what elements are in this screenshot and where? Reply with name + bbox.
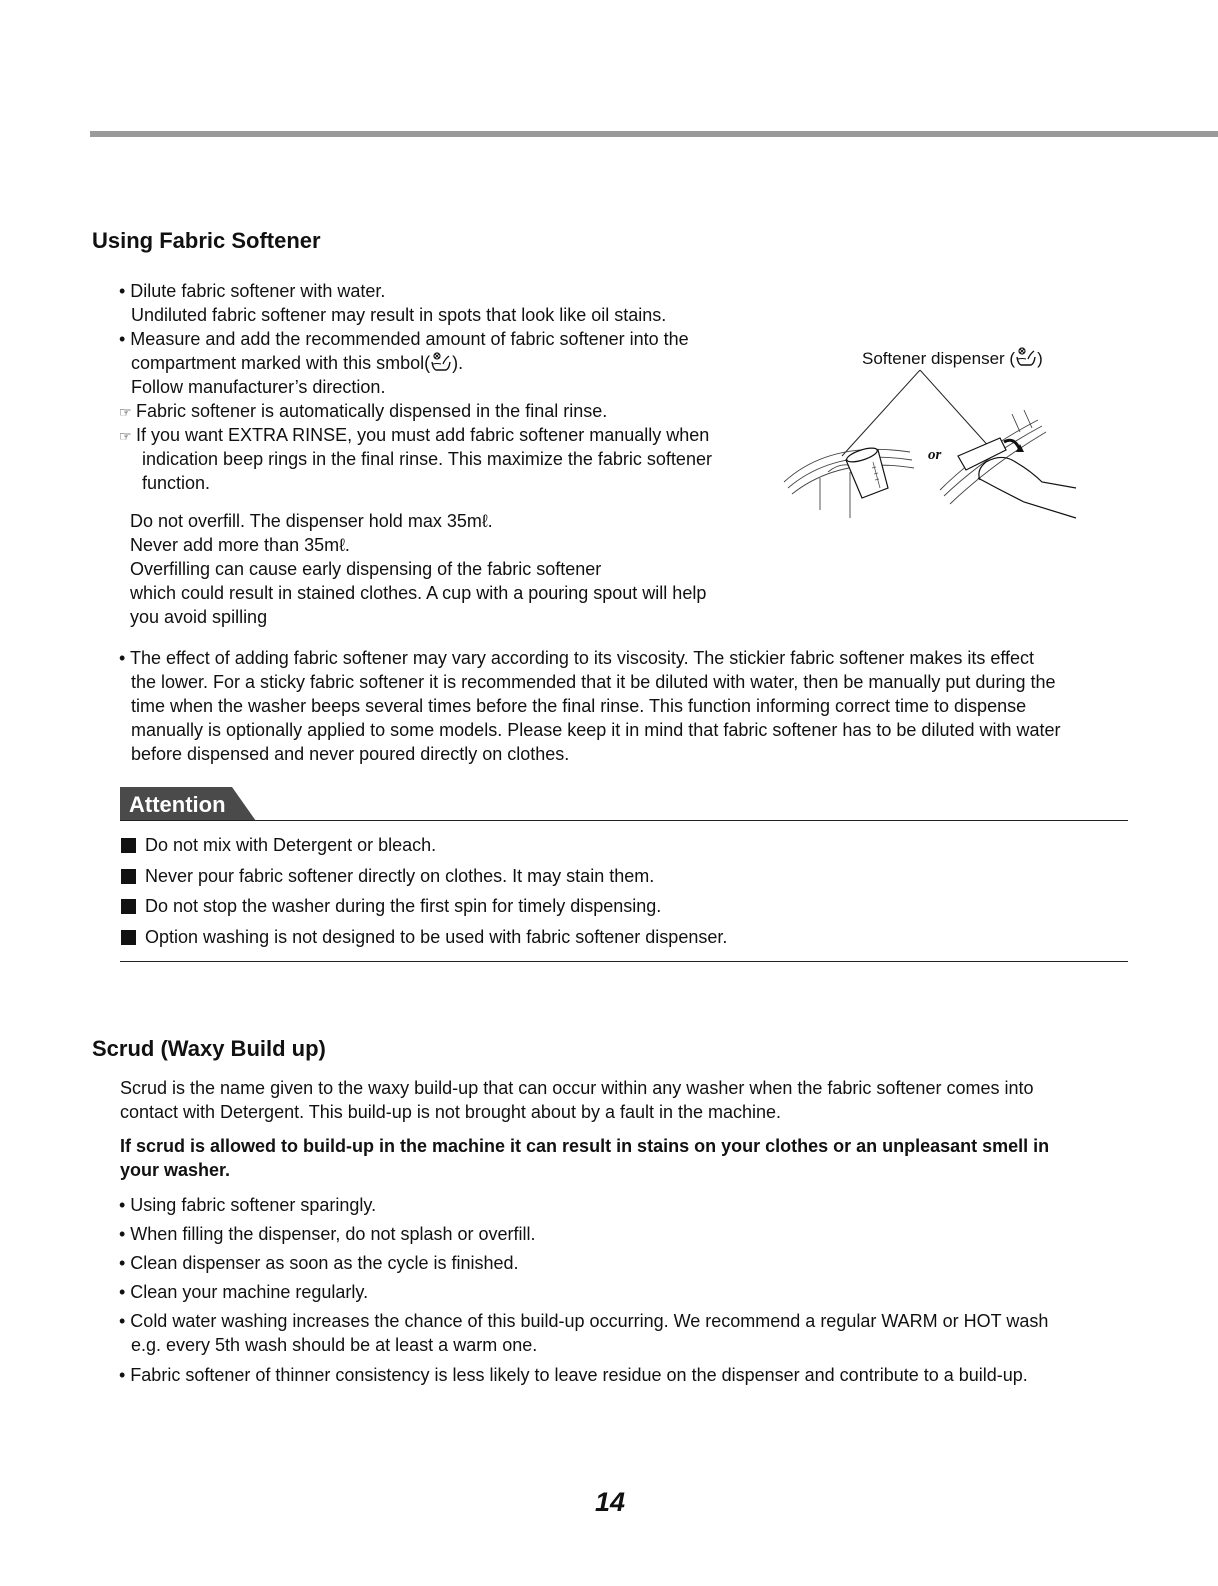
pointing-hand-icon: ☞ (119, 428, 132, 444)
scrud-bullet: • Clean your machine regularly. (119, 1282, 369, 1302)
overfill-line: Never add more than 35mℓ. (130, 535, 350, 555)
or-text: or (928, 447, 942, 463)
bullet-measure: • Measure and add the recommended amount of fabric softener into the (119, 329, 689, 349)
attention-item (121, 925, 727, 956)
square-bullet-icon (121, 869, 136, 884)
square-bullet-icon (121, 838, 136, 853)
pointing-hand-icon: ☞ (119, 404, 132, 420)
scrud-bullet: • When filling the dispenser, do not splash or overfill. (119, 1224, 536, 1244)
note-auto-dispense-text: Fabric softener is automatically dispensed in the final rinse. (136, 401, 608, 421)
bullet-measure-direction: Follow manufacturer’s direction. (131, 377, 386, 397)
overfill-line: which could result in stained clothes. A cup with a pouring spout will help (130, 583, 707, 603)
overfill-line: Do not overfill. The dispenser hold max 35mℓ. (130, 511, 493, 531)
section-title-scrud: Scrud (Waxy Build up) (92, 1036, 326, 1061)
square-bullet-icon (121, 930, 136, 945)
scrud-warning-line: If scrud is allowed to build-up in the machine it can result in stains on your clothes or an unpleasant smell in (120, 1136, 1050, 1156)
pour-arrow-icon (1004, 440, 1020, 450)
leader-line-left (842, 370, 920, 456)
measuring-cup-icon (845, 445, 888, 498)
viscosity-line: the lower. For a sticky fabric softener it is recommended that it be diluted with water, then be manually put during the (131, 672, 1056, 692)
attention-item-text: Do not mix with Detergent or bleach. (145, 835, 437, 855)
scrud-bullet: • Fabric softener of thinner consistency is less likely to leave residue on the dispenser and contribute to a build-up. (119, 1365, 1028, 1385)
header-rule (90, 131, 1218, 137)
attention-list (121, 833, 727, 955)
bullet-measure-symbol-line (119, 351, 712, 375)
viscosity-line: • The effect of adding fabric softener may vary according to its viscosity. The stickier fabric softener makes its effect (119, 648, 1035, 668)
attention-bottom-rule (120, 961, 1128, 962)
section-title-fabric-softener: Using Fabric Softener (92, 228, 321, 253)
scrud-warning-line: your washer. (120, 1160, 231, 1180)
bullet-dilute-detail: Undiluted fabric softener may result in spots that look like oil stains. (131, 305, 667, 325)
dispenser-label-text-a: Softener dispenser ( (862, 349, 1016, 368)
viscosity-line: time when the washer beeps several times before the final rinse. This function informing correct time to dispense (131, 696, 1027, 716)
square-bullet-icon (121, 899, 136, 914)
symbol-line-text-b: ). (452, 353, 464, 373)
scrud-intro (120, 1076, 1033, 1124)
scrud-intro-line: contact with Detergent. This build-up is not brought about by a fault in the machine. (120, 1102, 782, 1122)
note-auto-dispense (119, 399, 712, 423)
attention-item-text: Option washing is not designed to be used with fabric softener dispenser. (145, 926, 728, 947)
scrud-bullets (119, 1193, 1048, 1387)
softener-symbol-icon (1015, 347, 1037, 367)
viscosity-line: before dispensed and never poured directly on clothes. (131, 744, 570, 764)
overfill-line: Overfilling can cause early dispensing of the fabric softener (130, 559, 602, 579)
viscosity-line: manually is optionally applied to some models. Please keep it in mind that fabric softener has to be diluted with water (131, 720, 1061, 740)
attention-item (121, 894, 727, 925)
attention-item (121, 833, 727, 864)
dispenser-label-text-b: ) (1037, 349, 1043, 368)
viscosity-paragraph (119, 646, 1061, 766)
note-extra-rinse (119, 423, 712, 447)
dispenser-illustration (780, 370, 1080, 520)
symbol-line-text-a: compartment marked with this smbol( (131, 353, 431, 373)
leader-line-right (920, 370, 992, 450)
scrud-bullet: • Clean dispenser as soon as the cycle is finished. (119, 1253, 519, 1273)
bullet-dilute: • Dilute fabric softener with water. (119, 281, 386, 301)
scrud-bullet-continued: e.g. every 5th wash should be at least a warm one. (131, 1335, 538, 1355)
scrud-bullet: • Using fabric softener sparingly. (119, 1195, 377, 1215)
page-number: 14 (594, 1487, 626, 1517)
attention-label: Attention (129, 792, 226, 817)
overfill-line: you avoid spilling (130, 607, 268, 627)
scrud-bullet: • Cold water washing increases the chance of this build-up occurring. We recommend a regular WARM or HOT wash (119, 1311, 1049, 1331)
overfill-warning (130, 509, 706, 629)
note-extra-rinse-text: If you want EXTRA RINSE, you must add fabric softener manually when (136, 425, 710, 445)
softener-dispenser-label (862, 347, 1043, 371)
softener-symbol-icon (430, 352, 452, 372)
note-extra-rinse-line2: indication beep rings in the final rinse. This maximize the fabric softener (142, 449, 712, 469)
note-extra-rinse-line3: function. (142, 473, 211, 493)
softener-instructions (119, 279, 712, 495)
attention-item-text: Do not stop the washer during the first spin for timely dispensing. (145, 896, 662, 916)
attention-item-text: Never pour fabric softener directly on clothes. It may stain them. (145, 865, 655, 886)
attention-item (121, 864, 727, 895)
scrud-warning (120, 1134, 1049, 1182)
attention-top-rule (120, 820, 1128, 821)
scrud-intro-line: Scrud is the name given to the waxy build-up that can occur within any washer when the fabric softener comes into (120, 1078, 1034, 1098)
